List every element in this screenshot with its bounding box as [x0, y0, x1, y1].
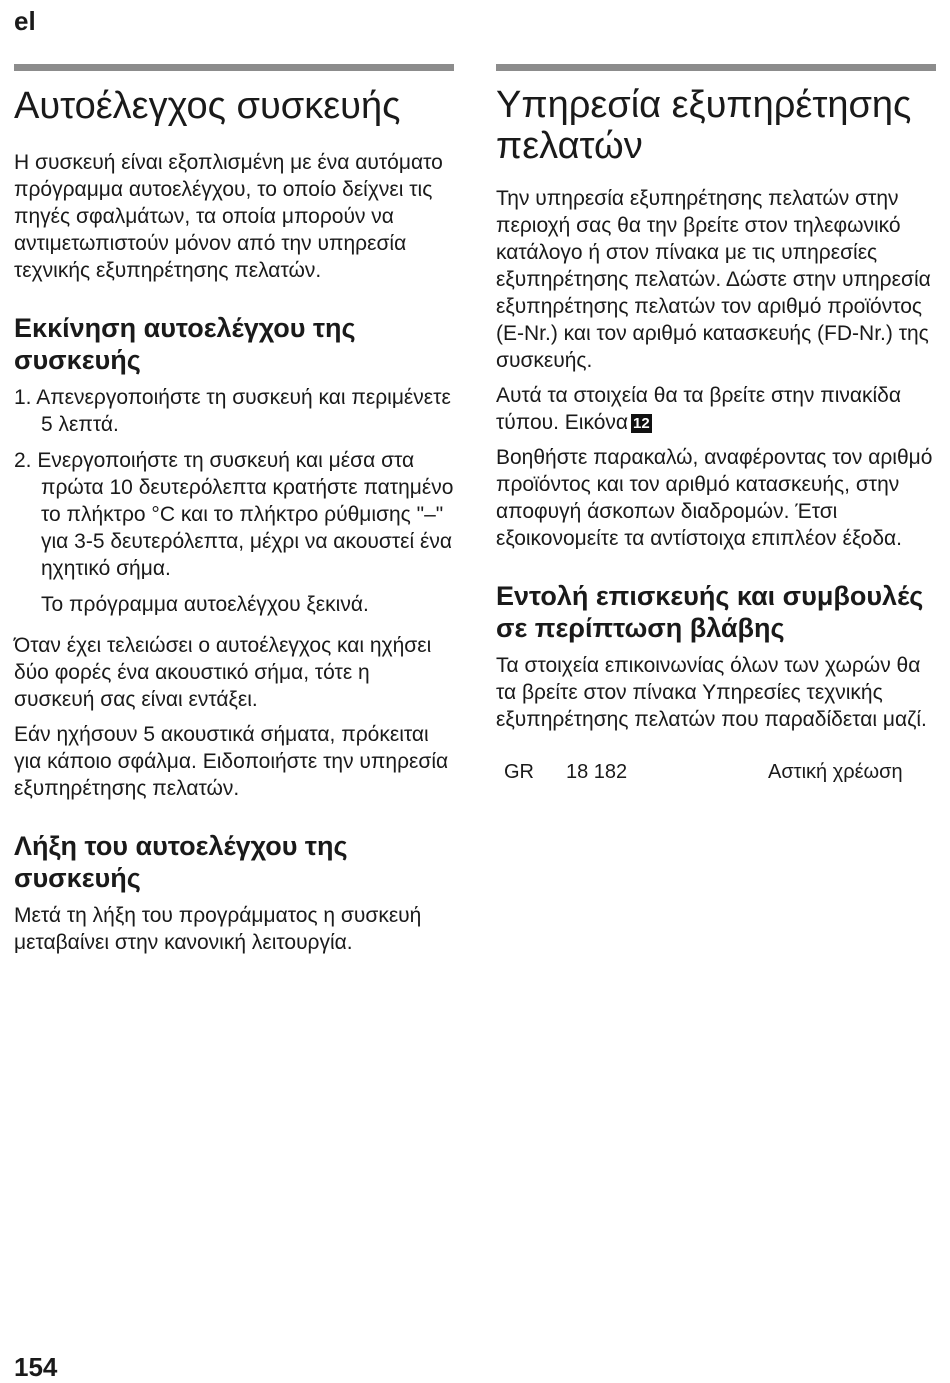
section-rule: [496, 64, 936, 71]
figure-ref-badge: 12: [633, 415, 650, 432]
end-self-test-text: Μετά τη λήξη του προγράμματος η συσκευή μεταβαίνει στην κανονική λειτουργία.: [14, 904, 422, 954]
customer-service-p2-text: Αυτά τα στοιχεία θα τα βρείτε στην πινακίδα τύπου. Εικόνα: [496, 384, 901, 434]
section-rule: [14, 64, 454, 71]
customer-service-p3: Βοηθήστε παρακαλώ, αναφέροντας τον αριθμό προϊόντος και τον αριθμό κατασκευής, στην αποφυγή άσκοπων διαδρομών. Έτσι εξοικονομείτε τα αντίστοιχα επιπλέον έξοδα.: [496, 446, 933, 550]
repair-order-heading: Εντολή επισκευής και συμβουλές σε περίπτωση βλάβης: [496, 581, 924, 643]
contact-row: [496, 761, 936, 784]
end-self-test-heading: Λήξη του αυτοελέγχου της συσκευής: [14, 831, 348, 893]
contact-tariff: Αστική χρέωση: [768, 761, 903, 783]
right-column: [496, 64, 936, 784]
step-2-note: Το πρόγραμμα αυτοελέγχου ξεκινά.: [41, 593, 369, 616]
step-1: 1. Απενεργοποιήστε τη συσκευή και περιμένετε 5 λεπτά.: [14, 386, 451, 436]
step-2: 2. Ενεργοποιήστε τη συσκευή και μέσα στα πρώτα 10 δευτερόλεπτα κρατήστε πατημένο το πλήκτρο °C και το πλήκτρο ρύθμισης "–" για 3-5 δευτερόλεπτα, μέχρι να ακουστεί ένα ηχητικό σήμα.: [14, 449, 454, 580]
self-test-intro: Η συσκευή είναι εξοπλισμένη με ένα αυτόματο πρόγραμμα αυτοελέγχου, το οποίο δείχνει τις πηγές σφαλμάτων, τα οποία μπορούν να αντιμετωπιστούν μόνον από την υπηρεσία τεχνικής εξυπηρέτησης πελατών.: [14, 151, 443, 282]
start-self-test-heading: Εκκίνηση αυτοελέγχου της συσκευής: [14, 313, 356, 375]
self-test-error-text: Εάν ηχήσουν 5 ακουστικά σήματα, πρόκειται για κάποιο σφάλμα. Ειδοποιήστε την υπηρεσία εξυπηρέτησης πελατών.: [14, 723, 449, 800]
language-code: el: [14, 6, 36, 36]
contact-number: 18 182: [566, 761, 628, 783]
customer-service-p2: [496, 382, 936, 436]
page-number: 154: [14, 1352, 58, 1382]
customer-service-title: Υπηρεσία εξυπηρέτησης πελατών: [496, 84, 912, 167]
customer-service-p1: Την υπηρεσία εξυπηρέτησης πελατών στην περιοχή σας θα την βρείτε στον τηλεφωνικό κατάλογο ή στον πίνακα με τις υπηρεσίες εξυπηρέτησης πελατών. Δώστε στην υπηρεσία εξυπηρέτησης πελατών τον αριθμό προϊόντος (E-Nr.) και τον αριθμό κατασκευής (FD-Nr.) της συσκευής.: [496, 187, 931, 372]
self-test-title: Αυτοέλεγχος συσκευής: [14, 85, 401, 127]
start-steps-list: [14, 384, 454, 582]
contact-country: GR: [504, 761, 534, 783]
self-test-ok-text: Όταν έχει τελειώσει ο αυτοέλεγχος και ηχήσει δύο φορές ένα ακουστικό σήμα, τότε η συσκευή σας είναι εντάξει.: [14, 634, 432, 711]
left-column: [14, 64, 454, 964]
repair-order-text: Τα στοιχεία επικοινωνίας όλων των χωρών θα τα βρείτε στον πίνακα Υπηρεσίες τεχνικής εξυπηρέτησης πελατών που παραδίδεται μαζί.: [496, 654, 927, 731]
